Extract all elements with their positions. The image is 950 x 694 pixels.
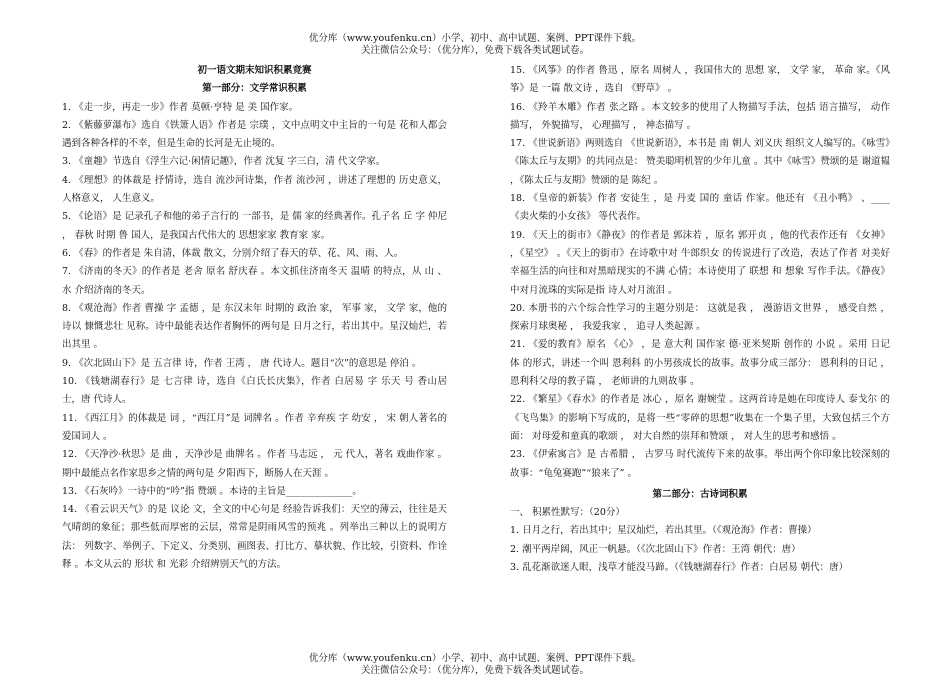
poem-line: 1. 日月之行，若出其中；星汉灿烂，若出其里。（《观沧海》作者：曹操） xyxy=(510,525,817,537)
question-item: 15. 《风筝》的作者 鲁迅 ，原名 周树人 ，我国伟大的 思想 家， 文学 家， 革命 家。《风筝》是 一篇 散文诗 ，选自 《野草》 。 xyxy=(510,65,890,95)
question-item: 3. 《童趣》节选自《浮生六记·闲情记趣》，作者 沈复 字三白，清 代文学家。 xyxy=(62,156,386,168)
question-item: 2. 《紫藤萝瀑布》选自《铁箫人语》作者是 宗璞 ，文中点明文中主旨的一句是 花和人都会遇到各种各样的不幸，但是生命的长河是无止境的。 xyxy=(62,119,447,150)
question-item: 14. 《看云识天气》的是 议论 文，全文的中心句是 经验告诉我们：天空的薄云，往往是天气晴朗的象征；那些低而厚密的云层，常常是阴雨风雪的预兆 。列举出三种以上的说明方法： 列数字、举例子、下定义、分类别、画图表、打比方、摹状貌、作比较，引资料、作诠释 。本文从云的 形状 和 光彩 介绍辨别天气的方法。 xyxy=(62,504,447,571)
part2-title: 第二部分：古诗词积累 xyxy=(652,488,748,500)
question-item: 22. 《繁星》《春水》的作者是 冰心 ，原名 谢婉莹 。这两首诗是她在印度诗人 泰戈尔 的《飞鸟集》的影响下写成的，是将一些“零碎的思想”收集在一个集子里，大致包括三个方面： 对母爱和童真的歌颂 ， 对大自然的崇拜和赞颂 ， 对人生的思考和感悟 。 xyxy=(510,394,890,442)
question-item: 12. 《天净沙·秋思》是 曲 ，天净沙是 曲牌名 。作者 马志远 ， 元 代人，著名 戏曲作家 。期中最能点名作家思乡之情的两句是 夕阳西下，断肠人在天涯 。 xyxy=(62,449,447,479)
question-item: 18. 《皇帝的新装》作者 安徒生 ，是 丹麦 国的 童话 作家。他还有 《丑小鸭》 、____ 《卖火柴的小女孩》 等代表作。 xyxy=(510,193,890,223)
header-line-2: 关注微信公众号：（优分库），免费下载各类试题试卷。 xyxy=(360,45,589,56)
right-column xyxy=(510,62,890,577)
footer-line-2: 关注微信公众号：（优分库），免费下载各类试题试卷。 xyxy=(360,665,589,676)
question-item: 11. 《西江月》的体裁是 词 ，“西江月”是 词牌名 。作者 辛弃疾 字 幼安 ， 宋 朝人著名的 爱国词人 。 xyxy=(62,412,447,442)
question-item: 8. 《观沧海》作者 曹操 字 孟德 ，是 东汉末年 时期的 政治 家， 军事 家， 文学 家，他的诗以 慷慨悲壮 见称。诗中最能表达作者胸怀的两句是 日月之行，若出其中。星汉灿烂，若出其里 。 xyxy=(62,302,447,351)
question-item: 10. 《钱塘湖春行》是 七言律 诗，选自《白氏长庆集》，作者 白居易 字 乐天 号 香山居士，唐 代诗人。 xyxy=(62,376,447,406)
question-item: 21. 《爱的教育》原名 《心》 ，是 意大利 国作家 德·亚米契斯 创作的 小说 。采用 日记体 的形式，讲述一个叫 恩利科 的小男孩成长的故事。故事分成三部分： 恩利科的日记 ， 恩利科父母的教子篇 ， 老师讲的九则故事 。 xyxy=(510,339,890,388)
poem-line: 2. 潮平两岸阔，风正一帆悬。（《次北固山下》作者：王湾 朝代：唐） xyxy=(510,543,801,555)
question-item: 16. 《羚羊木雕》作者 张之路 。本文较多的使用了人物描写手法，包括 语言描写， 动作描写， 外貌描写， 心理描写 ， 神态描写 。 xyxy=(510,101,890,131)
question-item: 13. 《石灰吟》一诗中的“吟”指 赞颂 。本诗的主旨是______________。 xyxy=(62,485,362,497)
question-item: 19. 《天上的街市》《静夜》的作者是 郭沫若 ，原名 郭开贞 ，他的代表作还有 《女神》 ，《星空》 。《天上的街市》在诗歌中对 牛郎织女 的传说进行了改造，表达了作者 对美好幸福生活的向往和对黑暗现实的不满 心情；本诗使用了 联想 和 想象 写作手法。《静夜》中对月流珠的实际是指 诗人对月流泪 。 xyxy=(510,229,890,296)
left-column xyxy=(62,62,447,574)
section1-label: 一、 积累性默写：（20分） xyxy=(510,507,625,519)
part1-title: 第一部分：文学常识积累 xyxy=(202,83,307,95)
question-item: 20. 本册书的六个综合性学习的主题分别是： 这就是我 ， 漫游语文世界 ， 感受自然 ， 探索月球奥秘 ， 我爱我家 ， 追寻人类起源 。 xyxy=(510,302,890,333)
question-item: 17. 《世说新语》两则选自 《世说新语》，本书是 南 朝人 刘义庆 组织文人编写的。《咏雪》《陈太丘与友期》的共同点是： 赞美聪明机智的少年儿童 。其中《咏雪》赞颂的是 谢道韫 ，《陈太丘与友期》赞颂的是 陈纪 。 xyxy=(510,138,890,186)
question-item: 5. 《论语》是 记录孔子和他的弟子言行的 一部书，是 儒 家的经典著作。孔子名 丘 字 仲尼 ， 春秋 时期 鲁 国人，是我国古代伟大的 思想家家 教育家 家。 xyxy=(62,211,447,241)
document-title: 初一语文期末知识积累竞赛 xyxy=(197,65,312,76)
question-item: 1. 《走一步，再走一步》作者 莫顿·亨特 是 美 国作家。 xyxy=(62,101,299,113)
question-item: 9. 《次北固山下》是 五言律 诗，作者 王湾 ， 唐 代诗人。题目“次”的意思是 停泊 。 xyxy=(62,357,422,369)
question-item: 23. 《伊索寓言》是 古希腊 ， 古罗马 时代流传下来的故事。举出两个你印象比较深刻的故事：“龟兔赛跑”“狼来了” 。 xyxy=(510,449,890,479)
header-line-1: 优分库（www.youfenku.cn）小学、初中、高中试题、案例、PPT课件下载。 xyxy=(308,33,642,44)
poem-line: 3. 乱花渐欲迷人眼，浅草才能没马蹄。（《钱塘湖春行》作者：白居易 朝代：唐） xyxy=(510,562,849,574)
question-item: 6. 《春》的作者是 朱自清，体裁 散文，分别介绍了春天的草、花、风、雨、人。 xyxy=(62,247,404,259)
question-item: 7. 《济南的冬天》的作者是 老舍 原名 舒庆春 。本文抓住济南冬天 温晴 的特点，从 山 、 水 介绍济南的冬天。 xyxy=(62,266,447,296)
question-item: 4. 《理想》的体裁是 抒情诗，选自 流沙河诗集，作者 流沙河 ，讲述了理想的 历史意义，人格意义， 人生意义。 xyxy=(62,174,447,205)
page-header xyxy=(0,33,950,57)
page-footer xyxy=(0,653,950,677)
footer-line-1: 优分库（www.youfenku.cn）小学、初中、高中试题、案例、PPT课件下载。 xyxy=(308,653,642,664)
